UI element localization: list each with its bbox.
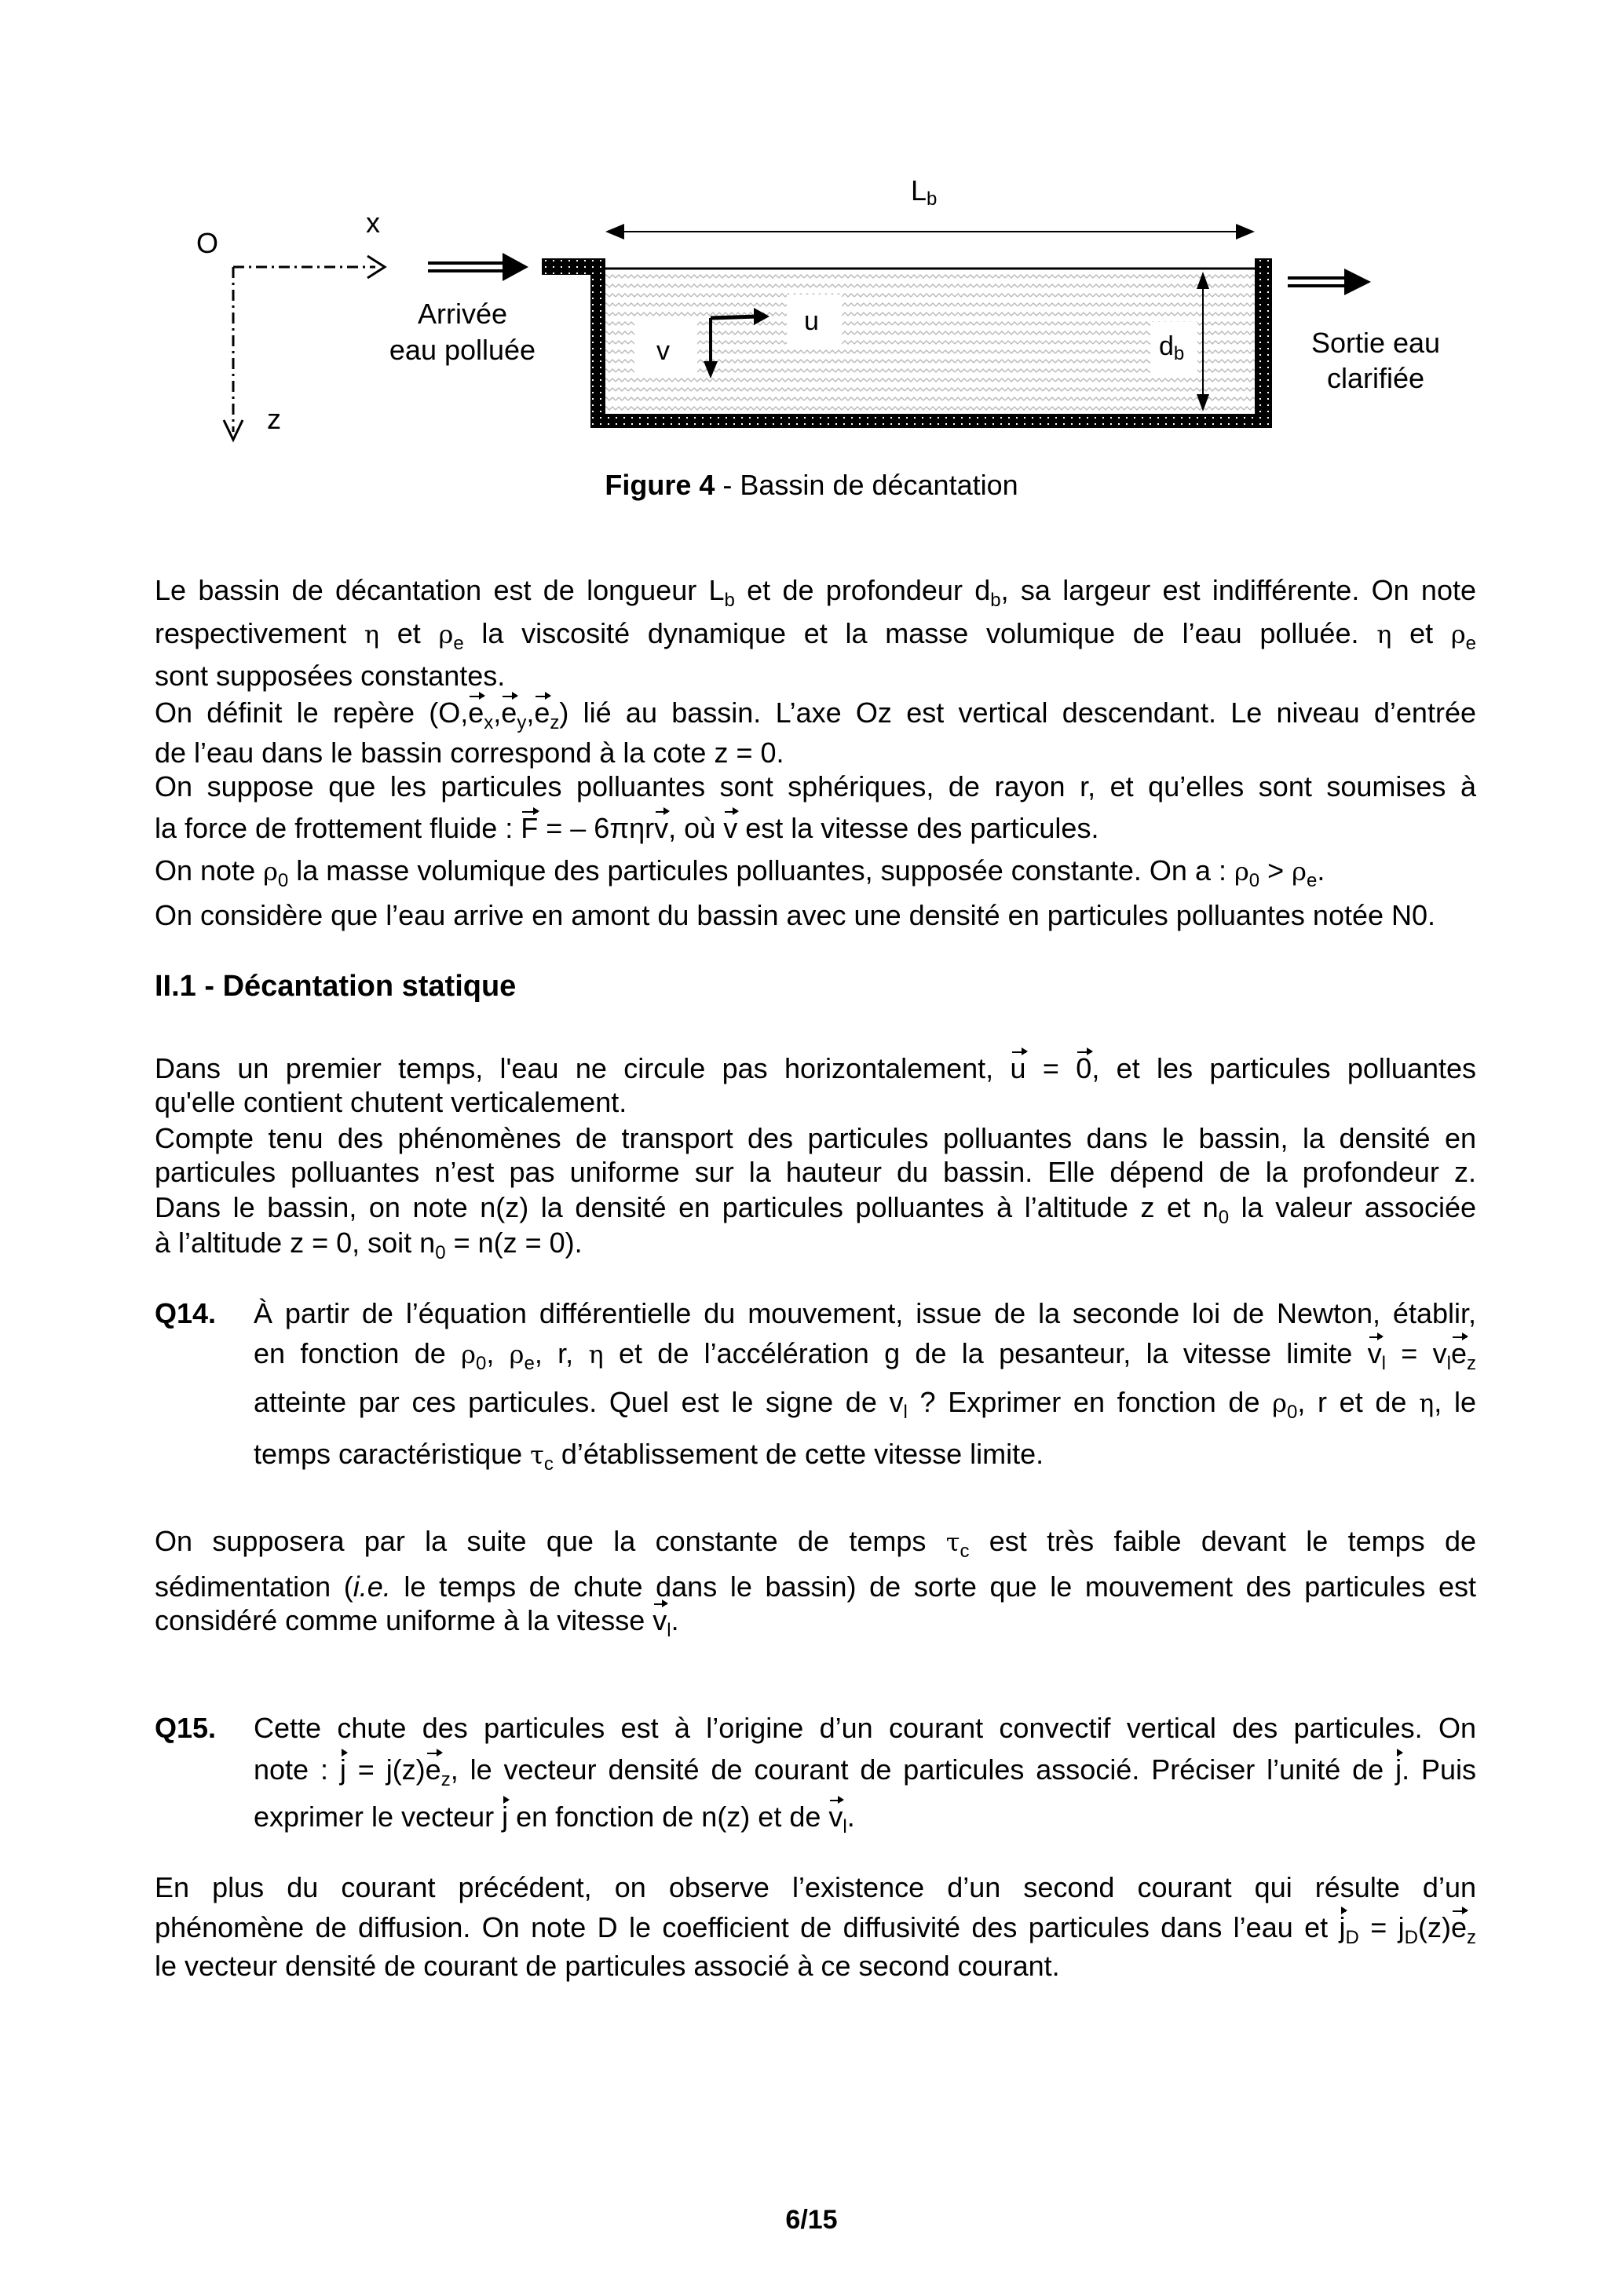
text-run: le vecteur densité de courant de particules associé à ce second courant.: [155, 1950, 1060, 1982]
text-run: On note: [155, 854, 264, 887]
text-run: la force de frottement fluide :: [155, 812, 521, 844]
greek-symbol: η: [588, 1340, 604, 1369]
text-run: en fonction de: [254, 1337, 462, 1369]
subscript: D: [1345, 1927, 1359, 1948]
vector-symbol: e: [425, 1753, 441, 1786]
figure-settling-basin: [0, 0, 1623, 471]
greek-symbol: ρ: [438, 620, 454, 649]
subscript: l: [1446, 1353, 1451, 1374]
text-run: En plus du courant précédent, on observe l’existence d’un second courant qui résulte d’un: [155, 1871, 1476, 1903]
length-arrow-icon: [605, 224, 1255, 239]
text-run: , r et de: [1297, 1386, 1420, 1418]
outlet-label-line2: clarifiée: [1326, 362, 1425, 394]
text-run: On considère que l’eau arrive en amont du bassin avec une densité en particules polluantes notée N0.: [155, 899, 1436, 931]
text-run: Dans le bassin, on note n(z) la densité en particules polluantes à l’altitude z et n: [155, 1191, 1219, 1223]
text-run: .: [846, 1801, 855, 1833]
subscript: 0: [1218, 1207, 1230, 1228]
intro-line: [155, 734, 1476, 772]
vector-symbol: 0: [1076, 1052, 1092, 1084]
q14-line: [254, 1295, 1476, 1333]
text-run: de l’eau dans le bassin correspond à la cote z = 0.: [155, 737, 784, 769]
text-run: (z): [1418, 1911, 1451, 1943]
vector-symbol: e: [468, 696, 484, 729]
text-run: >: [1259, 854, 1292, 887]
text-run: sédimentation (: [155, 1570, 353, 1603]
subscript: l: [1381, 1353, 1386, 1374]
subscript: l: [667, 1620, 671, 1641]
axis-z-label: z: [267, 403, 281, 435]
text-run: d’établissement de cette vitesse limite.: [553, 1438, 1044, 1470]
text-run: ,: [493, 696, 502, 729]
section-line: [155, 1189, 1476, 1227]
text-run: ,: [486, 1337, 510, 1369]
text-run: considéré comme uniforme à la vitesse: [155, 1604, 653, 1636]
q14-line: [254, 1384, 1476, 1421]
vector-symbol: v: [1367, 1337, 1382, 1369]
text-run: . Puis: [1402, 1753, 1476, 1786]
figure-caption-number: Figure 4: [605, 469, 715, 501]
axis-x-label: x: [366, 207, 380, 239]
basin-bottom: [590, 414, 1272, 428]
subscript: b: [724, 590, 735, 611]
section-line: [155, 1050, 1476, 1088]
text-run: qu'elle contient chutent verticalement.: [155, 1086, 627, 1118]
vector-symbol: e: [1450, 1337, 1468, 1369]
text-run: = j(z): [345, 1753, 426, 1786]
after-q15-line: [155, 1909, 1476, 1947]
greek-symbol: η: [1419, 1388, 1435, 1418]
subscript: z: [550, 712, 560, 733]
text-run: On suppose que les particules polluantes sont sphériques, de rayon r, et qu’elles sont soumises à: [155, 770, 1476, 803]
inlet-label-line1: Arrivée: [417, 298, 508, 330]
length-label: Lb: [911, 174, 938, 210]
intro-line: [155, 897, 1476, 934]
velocity-u-label: u: [804, 306, 819, 336]
vector-symbol: v: [652, 1604, 667, 1636]
text-run: Cette chute des particules est à l’origine d’un courant convectif vertical des particules. On: [254, 1712, 1476, 1744]
text-run: la masse volumique des particules polluantes, supposée constante. On a :: [288, 854, 1234, 887]
text-run: = j: [1358, 1911, 1405, 1943]
subscript: y: [517, 712, 527, 733]
vector-symbol: u: [1010, 1052, 1026, 1084]
vector-symbol: e: [534, 696, 550, 729]
text-run: , sa largeur est indifférente. On note: [1000, 574, 1476, 606]
intro-line: [155, 852, 1476, 890]
text-run: sont supposées constantes.: [155, 660, 506, 692]
text-run: On définit le repère (O,: [155, 696, 469, 729]
greek-symbol: ρ: [1272, 1388, 1287, 1418]
intro-line: [155, 615, 1476, 653]
text-run: .: [1317, 854, 1325, 887]
text-run: en fonction de n(z) et de: [508, 1801, 829, 1833]
basin-left-wall: [590, 258, 605, 428]
subscript: l: [903, 1402, 908, 1423]
text-run: respectivement: [155, 617, 364, 649]
subscript: 0: [1286, 1402, 1298, 1423]
figure-caption: [0, 466, 1623, 504]
subscript: e: [524, 1353, 535, 1374]
subscript: D: [1404, 1927, 1418, 1948]
section-line: [155, 1120, 1476, 1157]
greek-symbol: ρ: [1450, 620, 1466, 649]
text-run: Dans un premier temps, l'eau ne circule pas horizontalement,: [155, 1052, 1011, 1084]
text-run: à l’altitude z = 0, soit n: [155, 1227, 436, 1259]
text-run: , et les particules polluantes: [1091, 1052, 1476, 1084]
text-run: .: [671, 1604, 679, 1636]
inflow-arrow-icon: [428, 253, 528, 281]
q14-line: [254, 1435, 1476, 1473]
inlet-label-line2: eau polluée: [389, 334, 536, 366]
text-run: On supposera par la suite que la constante de temps: [155, 1525, 946, 1557]
subscript: z: [1467, 1353, 1477, 1374]
text-run: , le vecteur densité de courant de particules associé. Préciser l’unité de: [450, 1753, 1396, 1786]
subscript: e: [1306, 870, 1318, 891]
subscript: l: [843, 1816, 847, 1837]
q15-line: [254, 1709, 1476, 1747]
text-run: = v: [1385, 1337, 1447, 1369]
text-run: =: [1025, 1052, 1077, 1084]
subscript: z: [440, 1769, 451, 1790]
text-run: et: [379, 617, 439, 649]
intro-line: [155, 768, 1476, 806]
vector-symbol: j: [1339, 1911, 1346, 1943]
subscript: x: [484, 712, 494, 733]
intro-line: [155, 657, 1476, 695]
greek-symbol: τ: [530, 1440, 544, 1470]
vector-symbol: e: [1450, 1911, 1468, 1943]
page-number: 6/15: [785, 2205, 838, 2235]
greek-symbol: ρ: [263, 857, 278, 887]
text-run: ,: [526, 696, 535, 729]
vector-symbol: j: [339, 1753, 346, 1786]
question-14-label: Q14.: [155, 1297, 217, 1329]
text-run: ) lié au bassin. L’axe Oz est vertical descendant. Le niveau d’entrée: [559, 696, 1476, 729]
text-run: phénomène de diffusion. On note D le coefficient de diffusivité des particules dans l’eau et: [155, 1911, 1340, 1943]
origin-label: O: [196, 227, 219, 259]
subscript: c: [960, 1541, 970, 1562]
greek-symbol: ρ: [1292, 857, 1307, 887]
greek-symbol: ρ: [509, 1340, 525, 1369]
section-line: [155, 1153, 1476, 1191]
text-run: temps caractéristique: [254, 1438, 531, 1470]
vector-symbol: v: [723, 812, 738, 844]
q15-line: [254, 1798, 1476, 1836]
greek-symbol: τ: [945, 1527, 960, 1557]
after-q15-line: [155, 1947, 1476, 1985]
intro-line: [155, 572, 1476, 609]
text-run: le temps de chute dans le bassin) de sorte que le mouvement des particules est: [390, 1570, 1476, 1603]
q14-line: [254, 1335, 1476, 1373]
text-run: et: [1391, 617, 1451, 649]
text-run: À partir de l’équation différentielle du mouvement, issue de la seconde loi de Newton, établir,: [254, 1297, 1476, 1329]
text-run: et de profondeur d: [734, 574, 991, 606]
outflow-arrow-icon: [1288, 269, 1371, 295]
vector-symbol: j: [1395, 1753, 1402, 1786]
text-run: la viscosité dynamique et la masse volumique de l’eau polluée.: [463, 617, 1377, 649]
text-run: ? Exprimer en fonction de: [907, 1386, 1273, 1418]
text-run: atteinte par ces particules. Quel est le signe de v: [254, 1386, 904, 1418]
after-q15-line: [155, 1869, 1476, 1907]
velocity-v-label: v: [656, 336, 670, 366]
text-run: la valeur associée: [1229, 1191, 1476, 1223]
subscript: z: [1467, 1927, 1477, 1948]
q15-line: [254, 1751, 1476, 1789]
subscript: b: [990, 590, 1001, 611]
basin-right-wall: [1255, 258, 1272, 428]
intro-line: [155, 810, 1476, 847]
text-run: particules polluantes n’est pas uniforme sur la hauteur du bassin. Elle dépend de la profondeur z.: [155, 1156, 1476, 1188]
subscript: 0: [435, 1242, 446, 1263]
depth-label: db: [1159, 331, 1185, 364]
section-line: [155, 1084, 1476, 1121]
italic-text: i.e.: [353, 1570, 391, 1603]
text-run: , le: [1434, 1386, 1476, 1418]
text-run: Le bassin de décantation est de longueur L: [155, 574, 725, 606]
vector-symbol: e: [501, 696, 517, 729]
after-q14-line: [155, 1602, 1476, 1640]
vector-symbol: v: [828, 1801, 843, 1833]
greek-symbol: η: [364, 620, 380, 649]
intro-line: [155, 694, 1476, 732]
text-run: = n(z = 0).: [445, 1227, 583, 1259]
after-q14-line: [155, 1568, 1476, 1606]
subscript: 0: [277, 870, 289, 891]
greek-symbol: ρ: [1234, 857, 1249, 887]
subscript: e: [453, 633, 464, 654]
outlet-label-line1: Sortie eau: [1310, 327, 1441, 359]
section-line: [155, 1224, 1476, 1262]
text-run: Compte tenu des phénomènes de transport des particules polluantes dans le bassin, la densité en: [155, 1122, 1476, 1154]
after-q14-line: [155, 1523, 1476, 1560]
vector-symbol: v: [654, 812, 669, 844]
greek-symbol: ρ: [461, 1340, 476, 1369]
question-15-label: Q15.: [155, 1712, 217, 1744]
text-run: exprimer le vecteur: [254, 1801, 503, 1833]
text-run: note :: [254, 1753, 340, 1786]
subscript: e: [1465, 633, 1477, 654]
subscript: 0: [475, 1353, 487, 1374]
vector-symbol: F: [521, 812, 539, 844]
subscript: c: [543, 1453, 554, 1475]
subscript: 0: [1248, 870, 1260, 891]
text-run: , r,: [534, 1337, 589, 1369]
text-run: est très faible devant le temps de: [969, 1525, 1476, 1557]
greek-symbol: η: [1376, 620, 1392, 649]
text-run: = – 6πηr: [538, 812, 655, 844]
section-title: II.1 - Décantation statique: [155, 970, 517, 1003]
text-run: et de l’accélération g de la pesanteur, la vitesse limite: [603, 1337, 1368, 1369]
text-run: , où: [668, 812, 724, 844]
text-run: est la vitesse des particules.: [737, 812, 1099, 844]
vector-symbol: j: [502, 1801, 509, 1833]
figure-caption-text: - Bassin de décantation: [715, 469, 1018, 501]
